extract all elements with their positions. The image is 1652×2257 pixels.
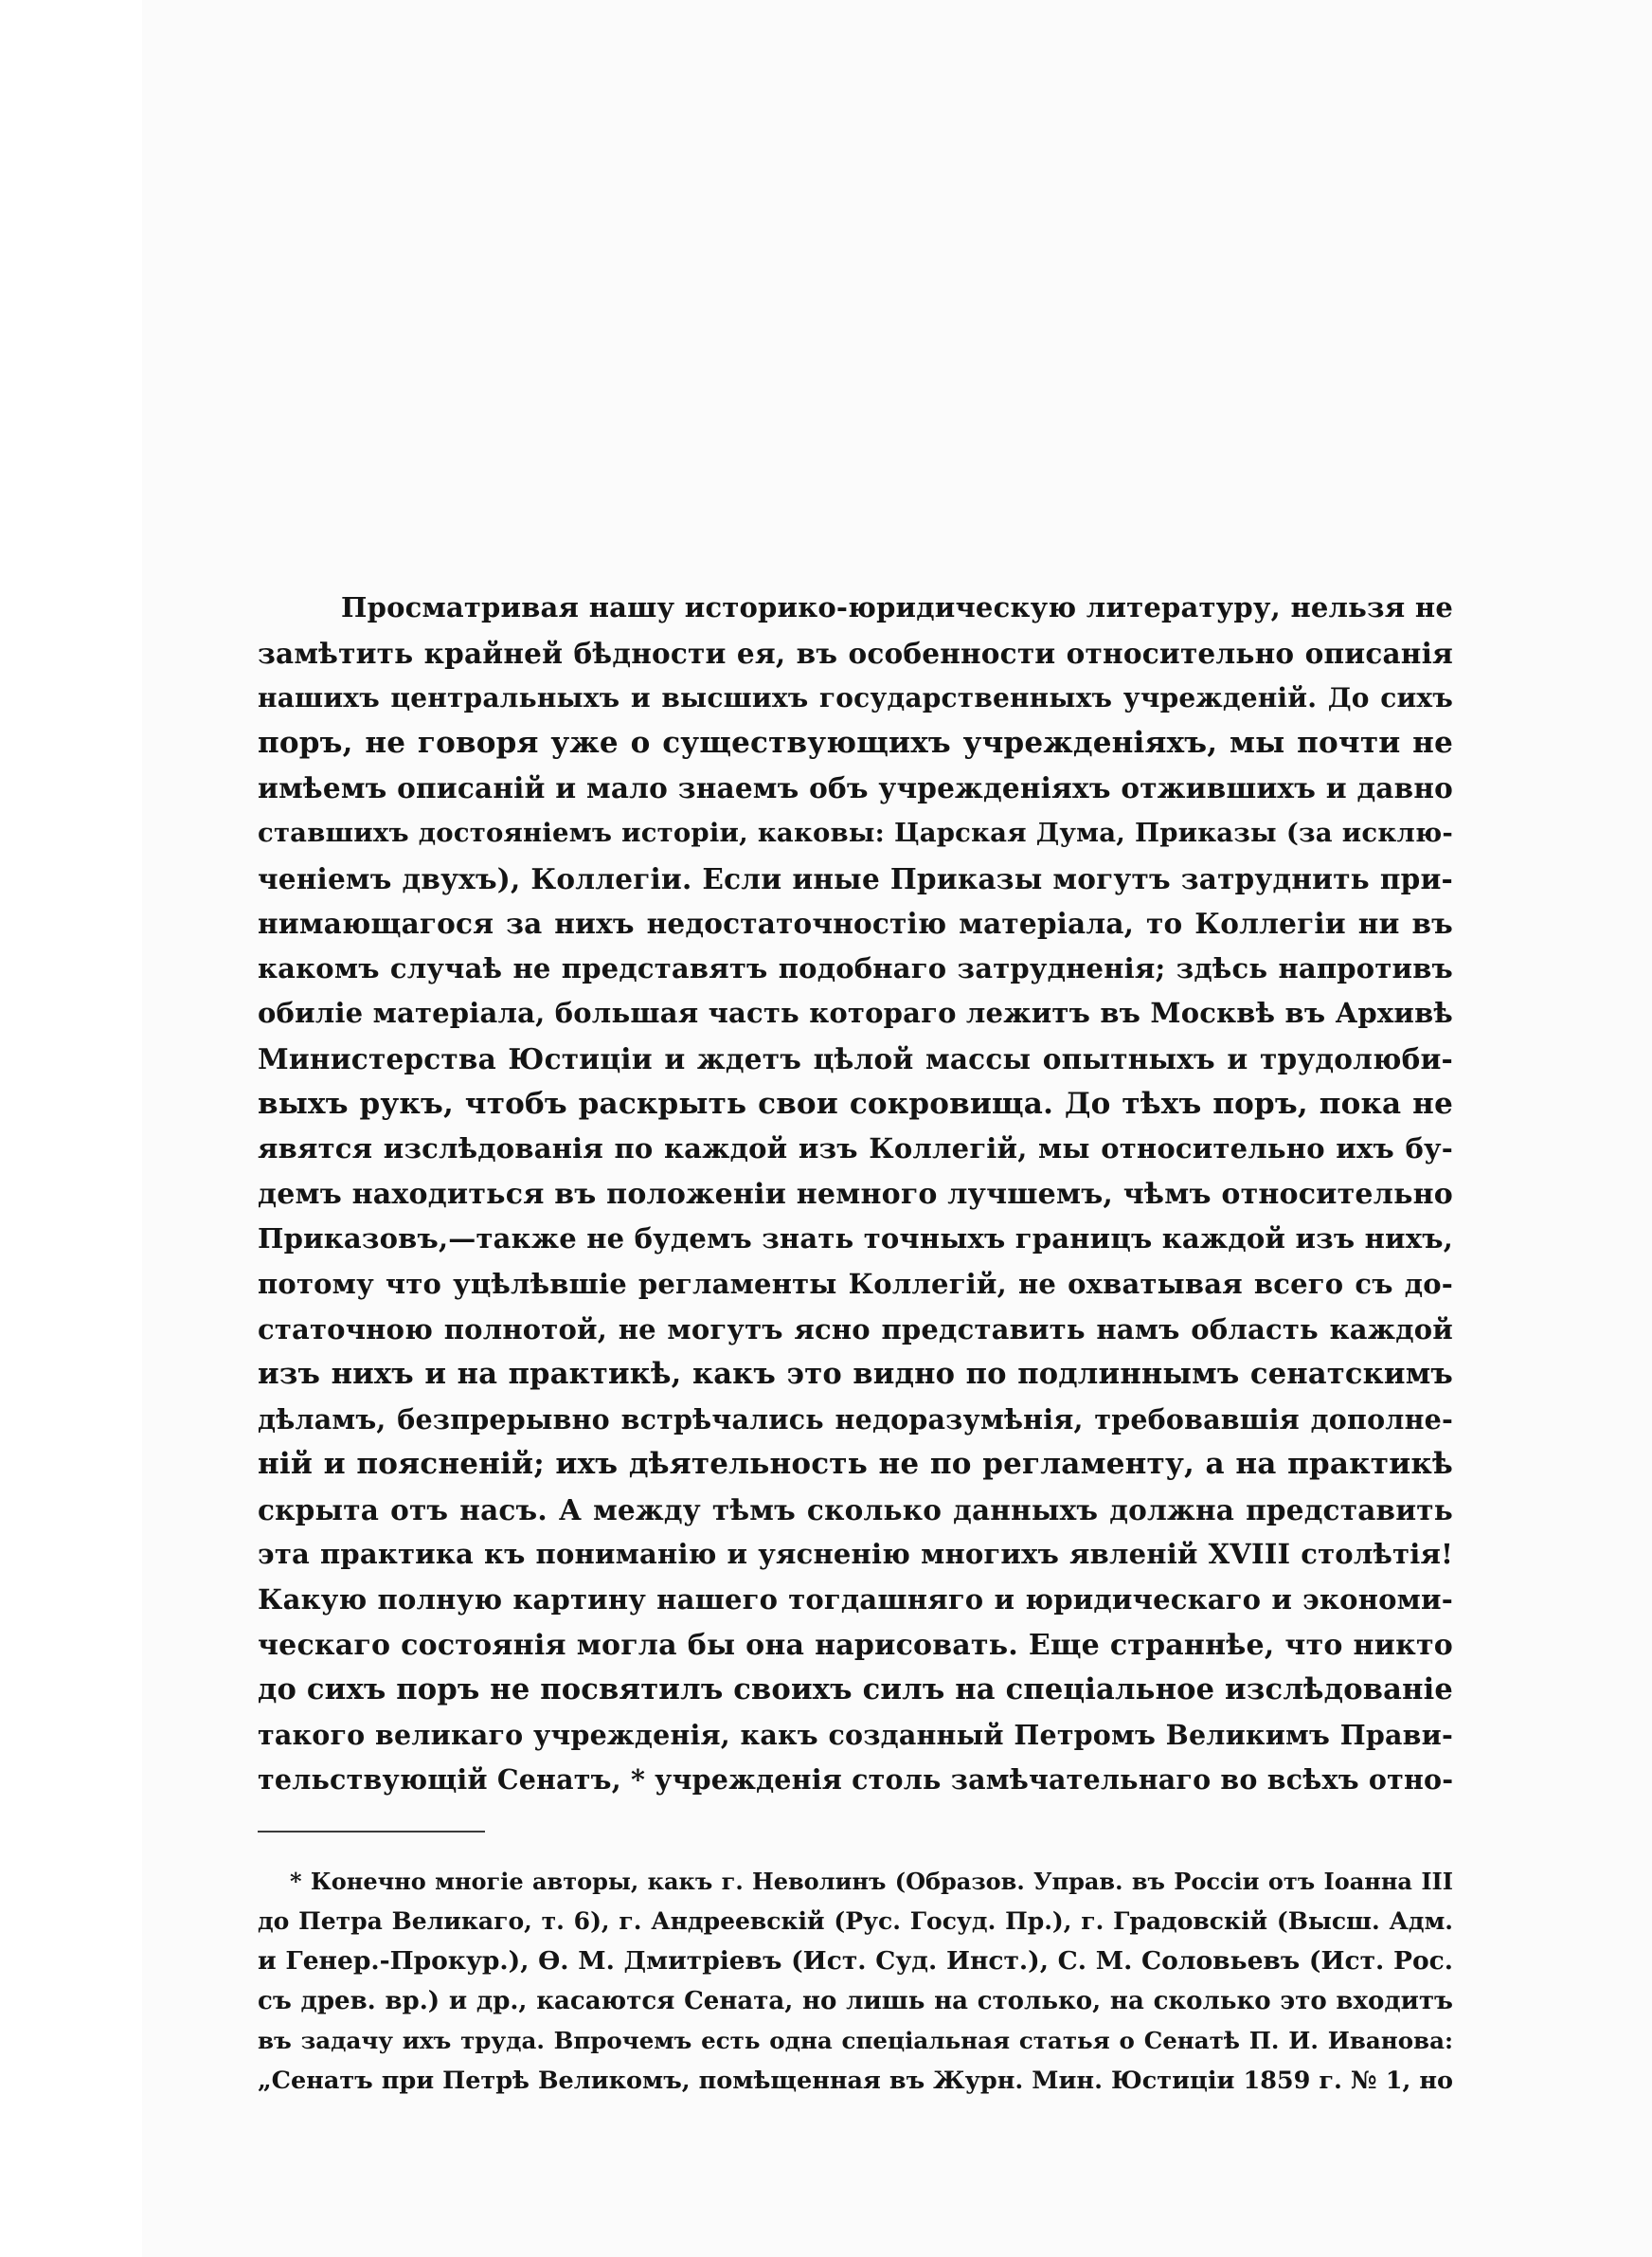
- text-line: выхъ рукъ, чтобъ раскрыть свои сокровища. До тѣхъ поръ, пока не: [258, 1086, 1453, 1121]
- footnote-line: и Генер.-Прокур.), Ө. М. Дмитріевъ (Ист. Суд. Инст.), С. М. Соловьевъ (Ист. Рос.: [258, 1946, 1453, 1976]
- text-line: какомъ случаѣ не представятъ подобнаго затрудненія; здѣсь напротивъ: [258, 951, 1453, 984]
- text-line: нимающагося за нихъ недостаточностію матеріала, то Коллегіи ни въ: [258, 907, 1453, 941]
- footnote-line: „Сенатъ при Петрѣ Великомъ, помѣщенная въ Журн. Мин. Юстиціи 1859 г. № 1, но: [258, 2067, 1453, 2095]
- text-line: ставшихъ достояніемъ исторіи, каковы: Царская Дума, Приказы (за исклю-: [258, 817, 1453, 848]
- text-line: эта практика къ пониманію и уясненію многихъ явленій XVIII столѣтія!: [258, 1538, 1453, 1571]
- text-line: ченіемъ двухъ), Коллегіи. Если иные Приказы могутъ затруднить при-: [258, 861, 1453, 895]
- text-line: Просматривая нашу историко-юридическую литературу, нельзя не: [341, 591, 1453, 623]
- footnote-line: съ древ. вр.) и др., касаются Сената, но лишь на столько, на сколько это входитъ: [258, 1987, 1453, 2015]
- text-line: имѣемъ описаній и мало знаемъ объ учрежденіяхъ отжившихъ и давно: [258, 771, 1453, 805]
- text-line: Приказовъ,—также не будемъ знать точныхъ границъ каждой изъ нихъ,: [258, 1222, 1453, 1255]
- text-line: потому что уцѣлѣвшіе регламенты Коллегій, не охватывая всего съ до-: [258, 1267, 1453, 1300]
- text-line: до сихъ поръ не посвятилъ своихъ силъ на спеціальное изслѣдованіе: [258, 1672, 1453, 1707]
- text-line: Министерства Юстиціи и ждетъ цѣлой массы опытныхъ и трудолюби-: [258, 1041, 1453, 1075]
- text-line: явятся изслѣдованія по каждой изъ Коллегій, мы относительно ихъ бу-: [258, 1132, 1453, 1165]
- text-line: тельствующій Сенатъ, * учрежденія столь замѣчательнаго во всѣхъ отно-: [258, 1763, 1453, 1797]
- text-line: скрыта отъ насъ. А между тѣмъ сколько данныхъ должна представить: [258, 1492, 1453, 1526]
- text-line: ческаго состоянія могла бы она нарисовать. Еще страннѣе, что никто: [258, 1628, 1453, 1662]
- text-line: поръ, не говоря уже о существующихъ учрежденіяхъ, мы почти не: [258, 725, 1453, 760]
- footnote-line: * Конечно многіе авторы, какъ г. Неволинъ (Образов. Управ. въ Россіи отъ Іоанна III: [290, 1868, 1453, 1895]
- text-line: ній и поясненій; ихъ дѣятельность не по регламенту, а на практикѣ: [258, 1447, 1453, 1482]
- main-text-block: [258, 586, 1453, 1803]
- footnote-line: до Петра Великаго, т. 6), г. Андреевскій (Рус. Госуд. Пр.), г. Градовскій (Высш. Адм.: [258, 1907, 1453, 1935]
- text-line: нашихъ центральныхъ и высшихъ государственныхъ учрежденій. До сихъ: [258, 682, 1453, 714]
- text-line: Какую полную картину нашего тогдашняго и юридическаго и экономи-: [258, 1583, 1453, 1616]
- text-line: изъ нихъ и на практикѣ, какъ это видно по подлиннымъ сенатскимъ: [258, 1357, 1453, 1392]
- text-line: дѣламъ, безпрерывно встрѣчались недоразумѣнія, требовавшія дополне-: [258, 1402, 1453, 1435]
- footnote-separator: [258, 1831, 485, 1833]
- text-line: обиліе матеріала, большая часть котораго лежитъ въ Москвѣ въ Архивѣ: [258, 997, 1453, 1030]
- footnote-block: [258, 1862, 1453, 2101]
- text-line: такого великаго учрежденія, какъ созданный Петромъ Великимъ Прави-: [258, 1718, 1453, 1751]
- text-line: демъ находиться въ положеніи немного лучшемъ, чѣмъ относительно: [258, 1177, 1453, 1211]
- text-line: замѣтить крайней бѣдности ея, въ особенности относительно описанія: [258, 636, 1453, 670]
- footnote-line: въ задачу ихъ труда. Впрочемъ есть одна спеціальная статья о Сенатѣ П. И. Иванова:: [258, 2027, 1453, 2054]
- text-line: статочною полнотой, не могутъ ясно представить намъ область каждой: [258, 1312, 1453, 1345]
